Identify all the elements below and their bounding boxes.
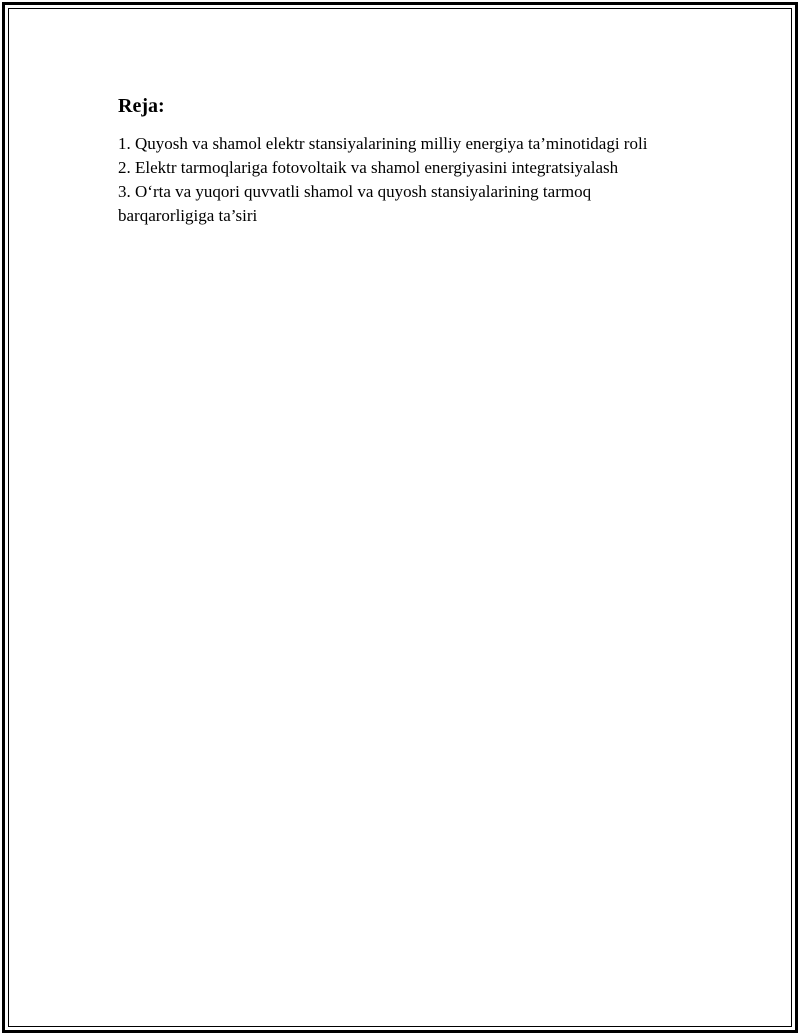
plan-item-1: 1. Quyosh va shamol elektr stansiyalarining milliy energiya ta’minotidagi roli [118,134,648,153]
plan-heading: Reja: [118,95,165,117]
plan-item-3: 3. O‘rta va yuqori quvvatli shamol va quyosh stansiyalarining tarmoq barqarorligiga ta’siri [118,182,592,225]
plan-item-2: 2. Elektr tarmoqlariga fotovoltaik va shamol energiyasini integratsiyalash [118,158,619,177]
plan-list [118,132,678,228]
document-content [118,94,678,228]
